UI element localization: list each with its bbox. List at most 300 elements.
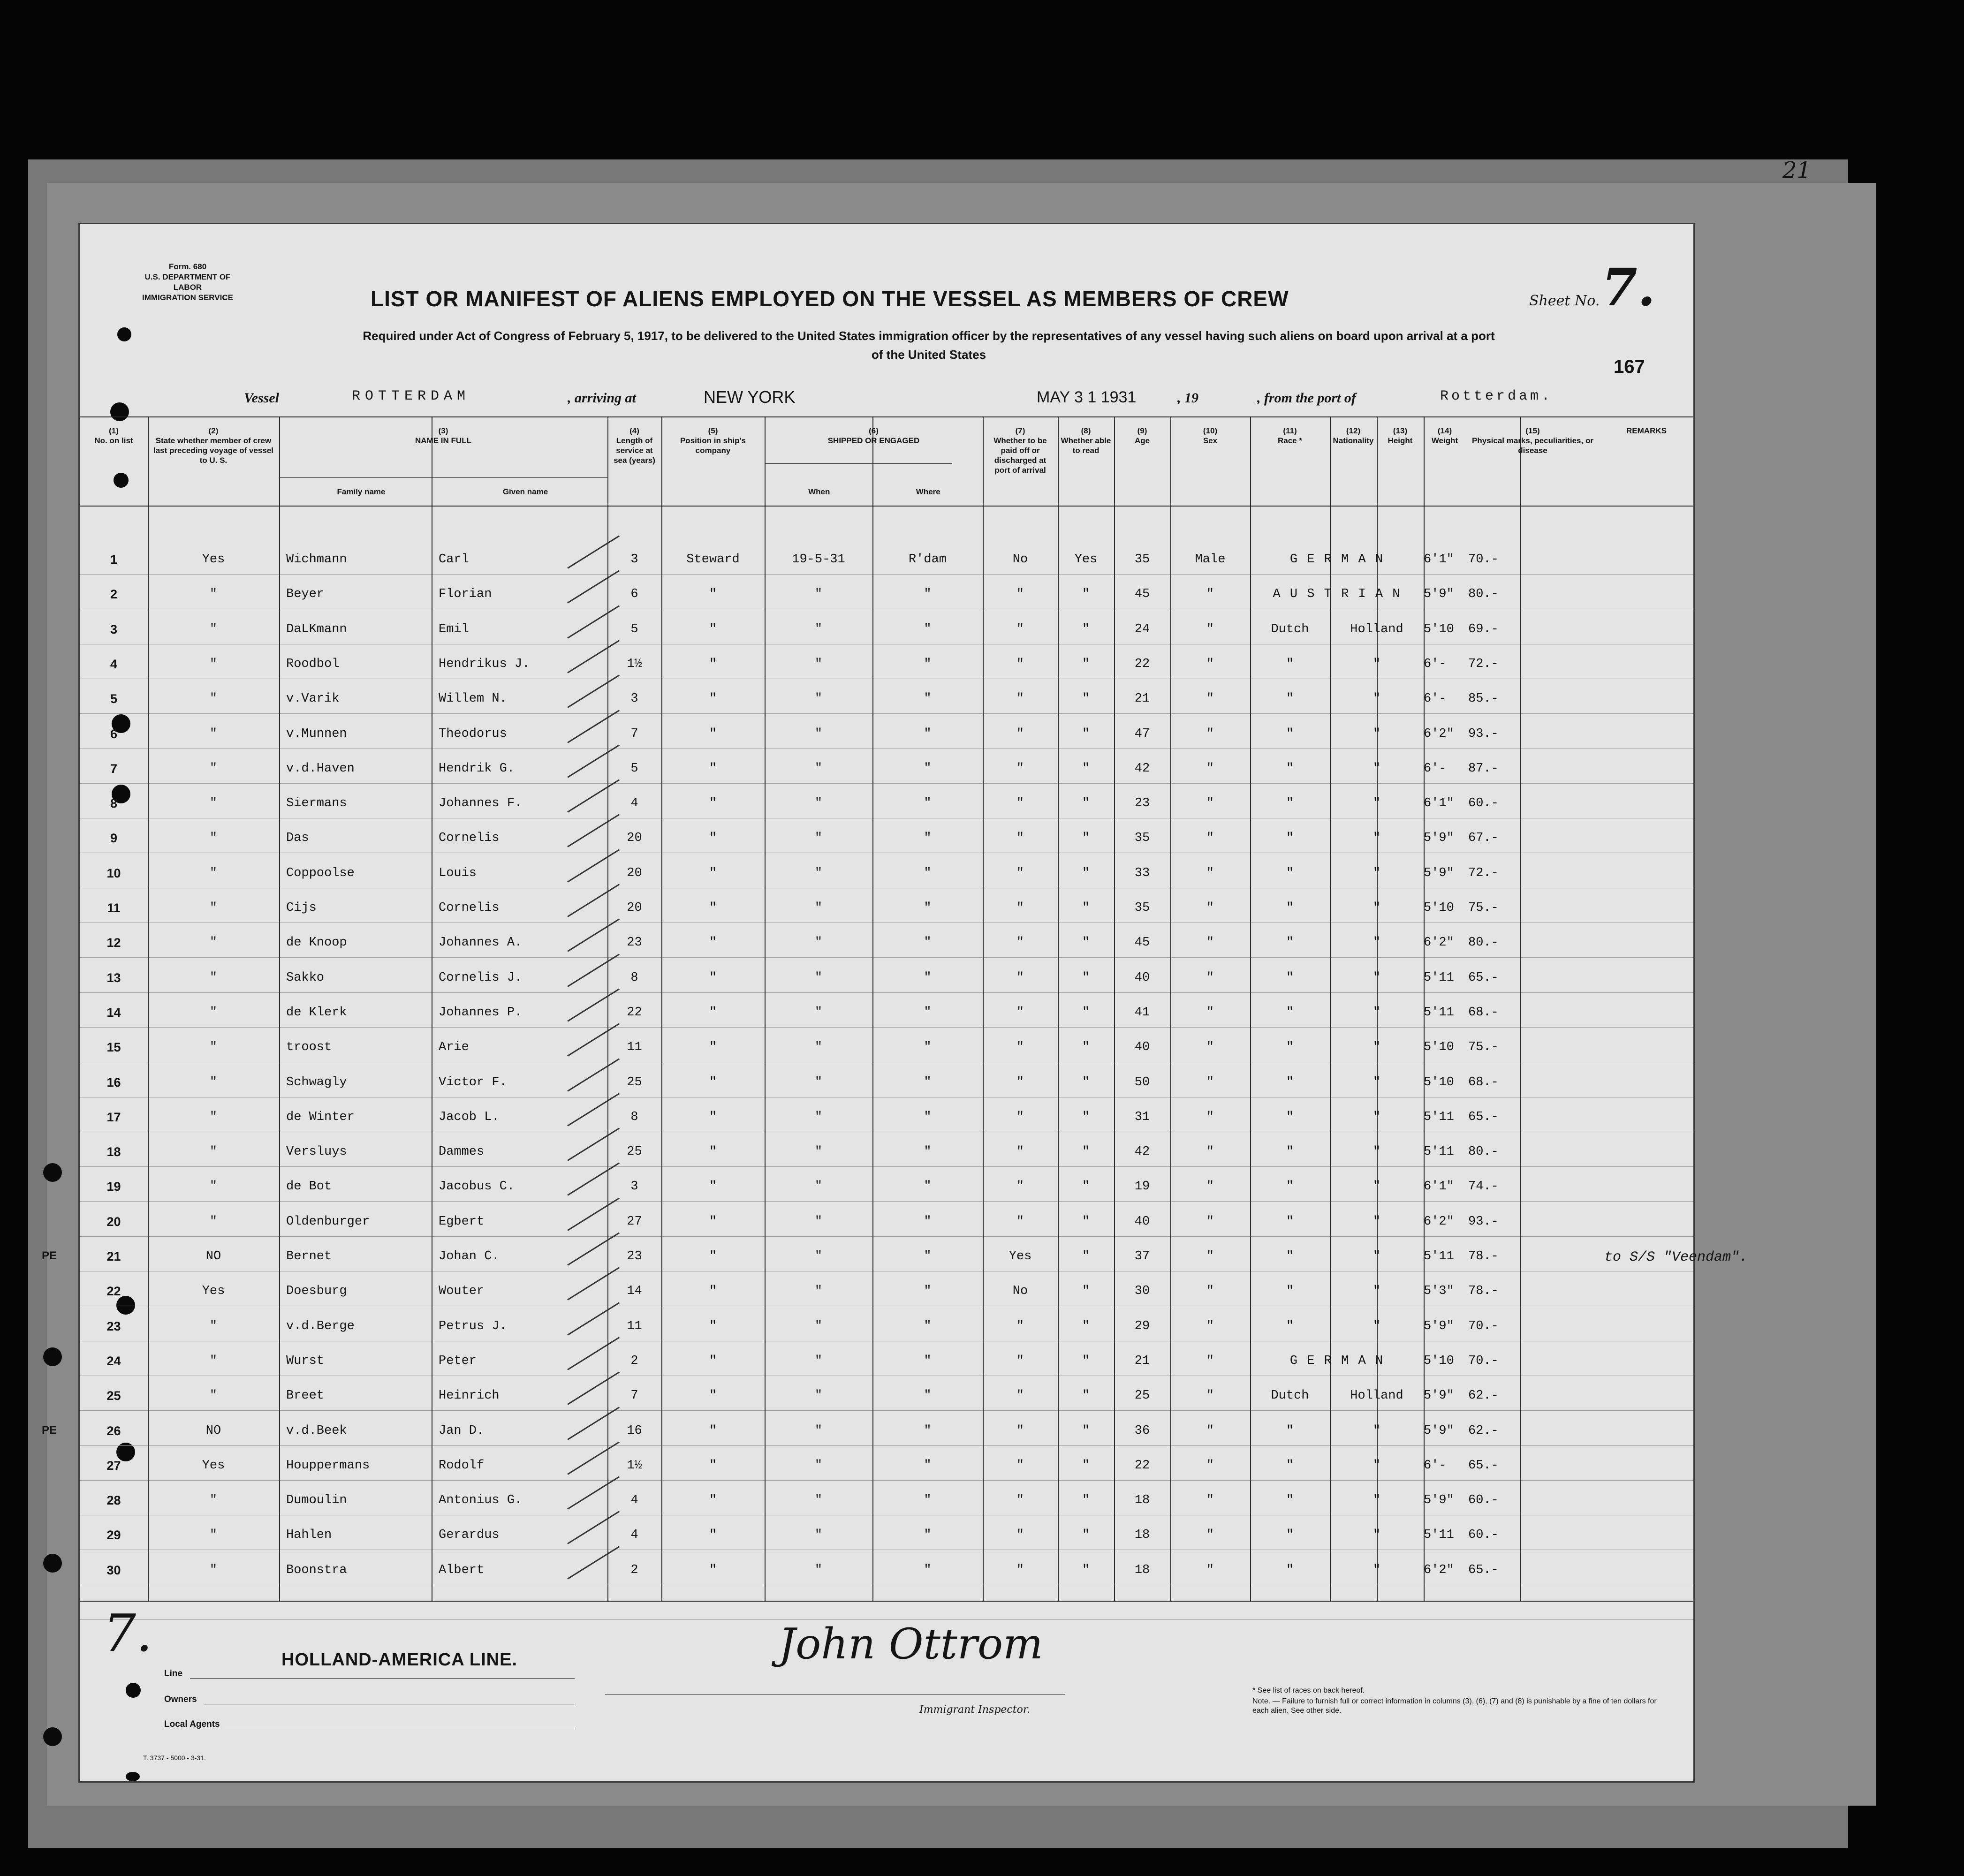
cell-given: Peter xyxy=(439,1354,477,1368)
column-label: Whether to be paid off or discharged at port of arrival xyxy=(993,436,1047,475)
cell-when: " xyxy=(814,692,823,706)
cell-sex: " xyxy=(1206,1006,1214,1020)
cell-height: 5'3" xyxy=(1424,1284,1454,1298)
cell-height: 5'11 xyxy=(1424,971,1454,985)
cell-when: " xyxy=(814,971,823,985)
cell-given: Albert xyxy=(439,1563,485,1577)
cell-prev: " xyxy=(209,587,218,601)
cell-given: Carl xyxy=(439,552,469,567)
cell-no: 24 xyxy=(106,1354,121,1368)
cell-weight: 68.- xyxy=(1468,1075,1499,1089)
punch-hole xyxy=(110,402,129,421)
cell-no: 17 xyxy=(106,1110,121,1124)
cell-age: 31 xyxy=(1134,1110,1150,1124)
punch-hole xyxy=(43,1554,62,1573)
punch-hole xyxy=(126,1772,140,1781)
table-row xyxy=(80,657,1693,692)
cell-family: Siermans xyxy=(286,796,347,810)
cell-given: Johan C. xyxy=(439,1249,500,1263)
cell-prev: " xyxy=(209,1528,218,1542)
cell-weight: 69.- xyxy=(1468,622,1499,636)
cell-weight: 93.- xyxy=(1468,1215,1499,1229)
column-header xyxy=(1058,426,1114,455)
cell-paid: " xyxy=(1016,587,1024,601)
cell-given: Willem N. xyxy=(439,692,507,706)
cell-service: 6 xyxy=(630,587,638,601)
cell-family: Roodbol xyxy=(286,657,340,671)
column-number: (1) xyxy=(109,426,119,435)
cell-paid: " xyxy=(1016,1040,1024,1054)
cell-service: 23 xyxy=(627,936,642,950)
cell-no: 28 xyxy=(106,1493,121,1507)
cell-position: " xyxy=(709,1389,717,1403)
cell-sex: " xyxy=(1206,1389,1214,1403)
cell-height: 6'1" xyxy=(1424,1180,1454,1194)
cell-race: " xyxy=(1286,936,1294,950)
cell-where: " xyxy=(924,936,932,950)
table-row xyxy=(80,1215,1693,1249)
cell-race: " xyxy=(1286,1493,1294,1507)
cell-height: 6'- xyxy=(1424,692,1447,706)
column-subheader: Given name xyxy=(502,487,548,496)
vessel-label: Vessel xyxy=(244,390,279,406)
cell-paid: " xyxy=(1016,901,1024,915)
cell-prev: " xyxy=(209,1040,218,1054)
cell-race: " xyxy=(1286,1249,1294,1263)
cell-height: 6'- xyxy=(1424,657,1447,671)
cell-position: " xyxy=(709,1528,717,1542)
column-label: Length of service at sea (years) xyxy=(614,436,655,465)
form-department: U.S. DEPARTMENT OF LABOR xyxy=(144,272,231,292)
cell-sex: " xyxy=(1206,1110,1214,1124)
cell-prev: " xyxy=(209,971,218,985)
line-value: HOLLAND-AMERICA LINE. xyxy=(281,1650,517,1670)
cell-sex: " xyxy=(1206,587,1214,601)
cell-where: " xyxy=(924,1075,932,1089)
cell-read: " xyxy=(1082,796,1090,810)
cell-prev: " xyxy=(209,1110,218,1124)
cell-when: " xyxy=(814,1180,823,1194)
cell-prev: " xyxy=(209,796,218,810)
cell-sex: " xyxy=(1206,622,1214,636)
cell-age: 40 xyxy=(1134,971,1150,985)
from-port: Rotterdam. xyxy=(1440,388,1553,404)
cell-where: R'dam xyxy=(908,552,947,567)
cell-given: Arie xyxy=(439,1040,469,1054)
cell-paid: " xyxy=(1016,1459,1024,1473)
cell-when: " xyxy=(814,1528,823,1542)
cell-family: Versluys xyxy=(286,1145,347,1159)
cell-nationality: " xyxy=(1373,762,1381,776)
table-row xyxy=(80,971,1693,1006)
cell-prev: " xyxy=(209,657,218,671)
from-port-label: , from the port of xyxy=(1257,390,1356,406)
cell-family: Beyer xyxy=(286,587,325,601)
inspector-signature: John Ottrom xyxy=(779,1619,1043,1669)
cell-family: Coppoolse xyxy=(286,866,355,880)
cell-family: Schwagly xyxy=(286,1075,347,1089)
cell-paid: Yes xyxy=(1009,1249,1032,1263)
sheet-number-block xyxy=(1529,257,1655,318)
cell-weight: 68.- xyxy=(1468,1006,1499,1020)
cell-no: 18 xyxy=(106,1145,121,1159)
cell-given: Jacob L. xyxy=(439,1110,500,1124)
cell-when: " xyxy=(814,1459,823,1473)
cell-sex: " xyxy=(1206,1424,1214,1438)
column-number: (15) xyxy=(1525,426,1540,435)
cell-position: " xyxy=(709,1006,717,1020)
cell-age: 25 xyxy=(1134,1389,1150,1403)
cell-nationality: " xyxy=(1373,831,1381,845)
cell-height: 5'9" xyxy=(1424,1424,1454,1438)
sheet-label: Sheet No. xyxy=(1529,293,1600,309)
cell-race: " xyxy=(1286,901,1294,915)
print-code: T. 3737 - 5000 - 3-31. xyxy=(143,1754,206,1762)
cell-service: 3 xyxy=(630,1180,638,1194)
cell-read: " xyxy=(1082,1215,1090,1229)
column-number: (9) xyxy=(1137,426,1147,435)
cell-height: 5'11 xyxy=(1424,1006,1454,1020)
cell-position: " xyxy=(709,1110,717,1124)
fine-note: Note. — Failure to furnish full or correct information in columns (3), (6), (7) and (8) is punishable by a fine of ten dollars for each alien. See other side. xyxy=(1252,1697,1657,1715)
cell-no: 9 xyxy=(110,831,118,845)
cell-age: 35 xyxy=(1134,901,1150,915)
cell-paid: " xyxy=(1016,1424,1024,1438)
cell-no: 25 xyxy=(106,1389,121,1403)
subheader-rule-name xyxy=(279,477,607,478)
cell-height: 5'10 xyxy=(1424,901,1454,915)
cell-race: G E R M A N xyxy=(1289,1354,1384,1368)
cell-weight: 72.- xyxy=(1468,657,1499,671)
cell-sex: " xyxy=(1206,762,1214,776)
cell-age: 35 xyxy=(1134,552,1150,567)
cell-weight: 70.- xyxy=(1468,1354,1499,1368)
cell-age: 33 xyxy=(1134,866,1150,880)
column-header xyxy=(148,426,279,465)
cell-service: 8 xyxy=(630,971,638,985)
manifest-sheet xyxy=(41,224,1748,1781)
cell-nationality: Holland xyxy=(1350,1389,1403,1403)
cell-given: Gerardus xyxy=(439,1528,500,1542)
cell-position: " xyxy=(709,1284,717,1298)
cell-read: " xyxy=(1082,1528,1090,1542)
cell-where: " xyxy=(924,971,932,985)
races-note: * See list of races on back hereof. xyxy=(1252,1687,1365,1694)
cell-when: " xyxy=(814,1040,823,1054)
cell-given: Emil xyxy=(439,622,469,636)
cell-family: Dumoulin xyxy=(286,1493,347,1507)
inspector-label: Immigrant Inspector. xyxy=(919,1704,1030,1716)
cell-sex: " xyxy=(1206,901,1214,915)
column-header xyxy=(983,426,1058,475)
cell-when: " xyxy=(814,657,823,671)
cell-paid: " xyxy=(1016,1354,1024,1368)
cell-margin: PE xyxy=(41,1249,57,1262)
cell-where: " xyxy=(924,1459,932,1473)
cell-read: Yes xyxy=(1074,552,1098,567)
cell-given: Hendrikus J. xyxy=(439,657,530,671)
cell-no: 3 xyxy=(110,622,118,636)
cell-age: 24 xyxy=(1134,622,1150,636)
table-row xyxy=(80,901,1693,936)
cell-no: 8 xyxy=(110,796,118,810)
cell-prev: " xyxy=(209,1563,218,1577)
cell-sex: " xyxy=(1206,1354,1214,1368)
column-number: (12) xyxy=(1346,426,1361,435)
cell-age: 23 xyxy=(1134,796,1150,810)
cell-family: Cijs xyxy=(286,901,317,915)
cell-age: 21 xyxy=(1134,1354,1150,1368)
cell-prev: " xyxy=(209,901,218,915)
cell-position: " xyxy=(709,1424,717,1438)
cell-service: 3 xyxy=(630,692,638,706)
cell-paid: No xyxy=(1012,552,1028,567)
cell-age: 40 xyxy=(1134,1040,1150,1054)
cell-position: " xyxy=(709,762,717,776)
cell-nationality: " xyxy=(1373,657,1381,671)
column-header xyxy=(1330,426,1377,446)
cell-weight: 80.- xyxy=(1468,936,1499,950)
cell-family: v.Varik xyxy=(286,692,340,706)
cell-age: 29 xyxy=(1134,1319,1150,1333)
cell-age: 21 xyxy=(1134,692,1150,706)
column-label: REMARKS xyxy=(1626,426,1667,435)
cell-position: " xyxy=(709,1145,717,1159)
cell-position: " xyxy=(709,831,717,845)
cell-prev: Yes xyxy=(202,1459,225,1473)
cell-nationality: " xyxy=(1373,936,1381,950)
cell-race: " xyxy=(1286,1180,1294,1194)
cell-paid: " xyxy=(1016,1006,1024,1020)
cell-read: " xyxy=(1082,971,1090,985)
table-row xyxy=(80,552,1693,587)
vessel-line xyxy=(244,388,1698,412)
cell-when: " xyxy=(814,727,823,741)
cell-service: 25 xyxy=(627,1145,642,1159)
cell-prev: " xyxy=(209,1006,218,1020)
cell-race: " xyxy=(1286,727,1294,741)
cell-given: Cornelis J. xyxy=(439,971,523,985)
column-label: Whether able to read xyxy=(1061,436,1111,455)
cell-sex: " xyxy=(1206,1249,1214,1263)
table-row xyxy=(80,1284,1693,1319)
cell-weight: 60.- xyxy=(1468,1493,1499,1507)
table-row xyxy=(80,727,1693,762)
cell-read: " xyxy=(1082,1075,1090,1089)
column-header xyxy=(607,426,661,465)
cell-given: Louis xyxy=(439,866,477,880)
arrival-port: NEW YORK xyxy=(704,387,796,407)
cell-service: 7 xyxy=(630,1389,638,1403)
cell-prev: " xyxy=(209,1354,218,1368)
cell-read: " xyxy=(1082,1459,1090,1473)
cell-given: Cornelis xyxy=(439,831,500,845)
table-row xyxy=(80,1145,1693,1180)
cell-race: " xyxy=(1286,831,1294,845)
cell-service: 20 xyxy=(627,831,642,845)
subtitle-line-2: of the United States xyxy=(871,348,986,362)
cell-family: Breet xyxy=(286,1389,325,1403)
cell-paid: " xyxy=(1016,831,1024,845)
cell-no: 12 xyxy=(106,936,121,950)
cell-family: Das xyxy=(286,831,309,845)
table-row xyxy=(41,1424,1693,1459)
cell-service: 7 xyxy=(630,727,638,741)
cell-prev: " xyxy=(209,936,218,950)
cell-weight: 72.- xyxy=(1468,866,1499,880)
table-row xyxy=(41,1249,1748,1284)
agents-label: Local Agents xyxy=(164,1719,220,1729)
cell-sex: " xyxy=(1206,831,1214,845)
cell-no: 13 xyxy=(106,971,121,985)
column-number: (14) xyxy=(1437,426,1452,435)
cell-height: 6'2" xyxy=(1424,727,1454,741)
cell-family: Hahlen xyxy=(286,1528,332,1542)
column-header xyxy=(80,426,148,446)
cell-height: 5'9" xyxy=(1424,587,1454,601)
column-number: (11) xyxy=(1283,426,1297,435)
cell-race: " xyxy=(1286,1284,1294,1298)
cell-read: " xyxy=(1082,1110,1090,1124)
punch-hole xyxy=(126,1683,141,1698)
cell-service: 4 xyxy=(630,796,638,810)
cell-prev: Yes xyxy=(202,552,225,567)
cell-sex: " xyxy=(1206,1563,1214,1577)
cell-weight: 85.- xyxy=(1468,692,1499,706)
cell-height: 6'- xyxy=(1424,762,1447,776)
column-header xyxy=(1114,426,1170,446)
cell-read: " xyxy=(1082,1145,1090,1159)
cell-race: G E R M A N xyxy=(1289,552,1384,567)
cell-nationality: " xyxy=(1373,1180,1381,1194)
cell-given: Petrus J. xyxy=(439,1319,507,1333)
cell-age: 18 xyxy=(1134,1528,1150,1542)
cell-race: " xyxy=(1286,1319,1294,1333)
form-id-block xyxy=(131,262,244,303)
punch-hole xyxy=(43,1347,62,1366)
column-number: (5) xyxy=(708,426,718,435)
cell-given: Hendrik G. xyxy=(439,762,515,776)
cell-height: 5'9" xyxy=(1424,831,1454,845)
cell-read: " xyxy=(1082,1006,1090,1020)
cell-family: troost xyxy=(286,1040,332,1054)
cell-when: " xyxy=(814,1319,823,1333)
cell-service: 22 xyxy=(627,1006,642,1020)
cell-service: 4 xyxy=(630,1493,638,1507)
column-subheader: When xyxy=(808,487,830,496)
cell-nationality: " xyxy=(1373,1249,1381,1263)
cell-race: Dutch xyxy=(1271,1389,1309,1403)
cell-nationality: " xyxy=(1373,796,1381,810)
cell-nationality: " xyxy=(1373,971,1381,985)
column-subheader: Family name xyxy=(337,487,386,496)
cell-height: 5'10 xyxy=(1424,1040,1454,1054)
page-subtitle xyxy=(150,326,1707,364)
column-header xyxy=(661,426,765,455)
cell-height: 6'2" xyxy=(1424,1563,1454,1577)
cell-sex: " xyxy=(1206,1493,1214,1507)
cell-family: v.d.Beek xyxy=(286,1424,347,1438)
column-header xyxy=(1250,426,1330,446)
table-row xyxy=(80,1459,1693,1493)
cell-given: Johannes F. xyxy=(439,796,523,810)
column-header xyxy=(1600,426,1693,436)
cell-race: " xyxy=(1286,1528,1294,1542)
vessel-name: ROTTERDAM xyxy=(352,388,470,404)
cell-position: " xyxy=(709,1249,717,1263)
cell-age: 42 xyxy=(1134,762,1150,776)
cell-weight: 80.- xyxy=(1468,587,1499,601)
cell-nationality: " xyxy=(1373,1493,1381,1507)
cell-position: " xyxy=(709,901,717,915)
cell-paid: " xyxy=(1016,622,1024,636)
cell-height: 5'10 xyxy=(1424,1354,1454,1368)
column-number: (4) xyxy=(629,426,639,435)
cell-position: " xyxy=(709,796,717,810)
table-row xyxy=(80,762,1693,796)
cell-service: 2 xyxy=(630,1563,638,1577)
cell-nationality: " xyxy=(1373,1459,1381,1473)
column-label: Nationality xyxy=(1333,436,1374,445)
cell-sex: " xyxy=(1206,1180,1214,1194)
cell-where: " xyxy=(924,901,932,915)
cell-prev: " xyxy=(209,1180,218,1194)
column-header xyxy=(279,426,607,446)
cell-read: " xyxy=(1082,762,1090,776)
cell-where: " xyxy=(924,1389,932,1403)
cell-height: 5'11 xyxy=(1424,1145,1454,1159)
cell-weight: 65.- xyxy=(1468,1563,1499,1577)
cell-given: Johannes P. xyxy=(439,1006,523,1020)
cell-when: " xyxy=(814,1145,823,1159)
cell-nationality: " xyxy=(1373,1006,1381,1020)
cell-family: de Bot xyxy=(286,1180,332,1194)
footer-sheet-mark: 7. xyxy=(103,1603,152,1663)
cell-prev: " xyxy=(209,1319,218,1333)
cell-nationality: " xyxy=(1373,1284,1381,1298)
cell-weight: 65.- xyxy=(1468,971,1499,985)
cell-weight: 62.- xyxy=(1468,1389,1499,1403)
page-number: 167 xyxy=(1614,356,1645,377)
cell-weight: 65.- xyxy=(1468,1110,1499,1124)
cell-race: " xyxy=(1286,1075,1294,1089)
table-row xyxy=(80,1006,1693,1040)
table-row xyxy=(80,622,1693,657)
cell-paid: No xyxy=(1012,1284,1028,1298)
cell-paid: " xyxy=(1016,971,1024,985)
cell-race: " xyxy=(1286,1215,1294,1229)
cell-height: 5'11 xyxy=(1424,1528,1454,1542)
cell-when: " xyxy=(814,1493,823,1507)
cell-height: 6'1" xyxy=(1424,796,1454,810)
cell-prev: " xyxy=(209,1493,218,1507)
cell-paid: " xyxy=(1016,796,1024,810)
form-service: IMMIGRATION SERVICE xyxy=(142,293,233,302)
punch-hole xyxy=(114,473,129,488)
cell-service: 23 xyxy=(627,1249,642,1263)
cell-when: " xyxy=(814,901,823,915)
cell-when: " xyxy=(814,1249,823,1263)
table-row xyxy=(80,587,1693,622)
cell-when: " xyxy=(814,866,823,880)
cell-given: Egbert xyxy=(439,1215,485,1229)
column-number: (13) xyxy=(1393,426,1408,435)
cell-position: " xyxy=(709,1180,717,1194)
cell-read: " xyxy=(1082,1319,1090,1333)
cell-race: " xyxy=(1286,762,1294,776)
cell-age: 41 xyxy=(1134,1006,1150,1020)
subheader-rule-shipped xyxy=(765,463,952,464)
